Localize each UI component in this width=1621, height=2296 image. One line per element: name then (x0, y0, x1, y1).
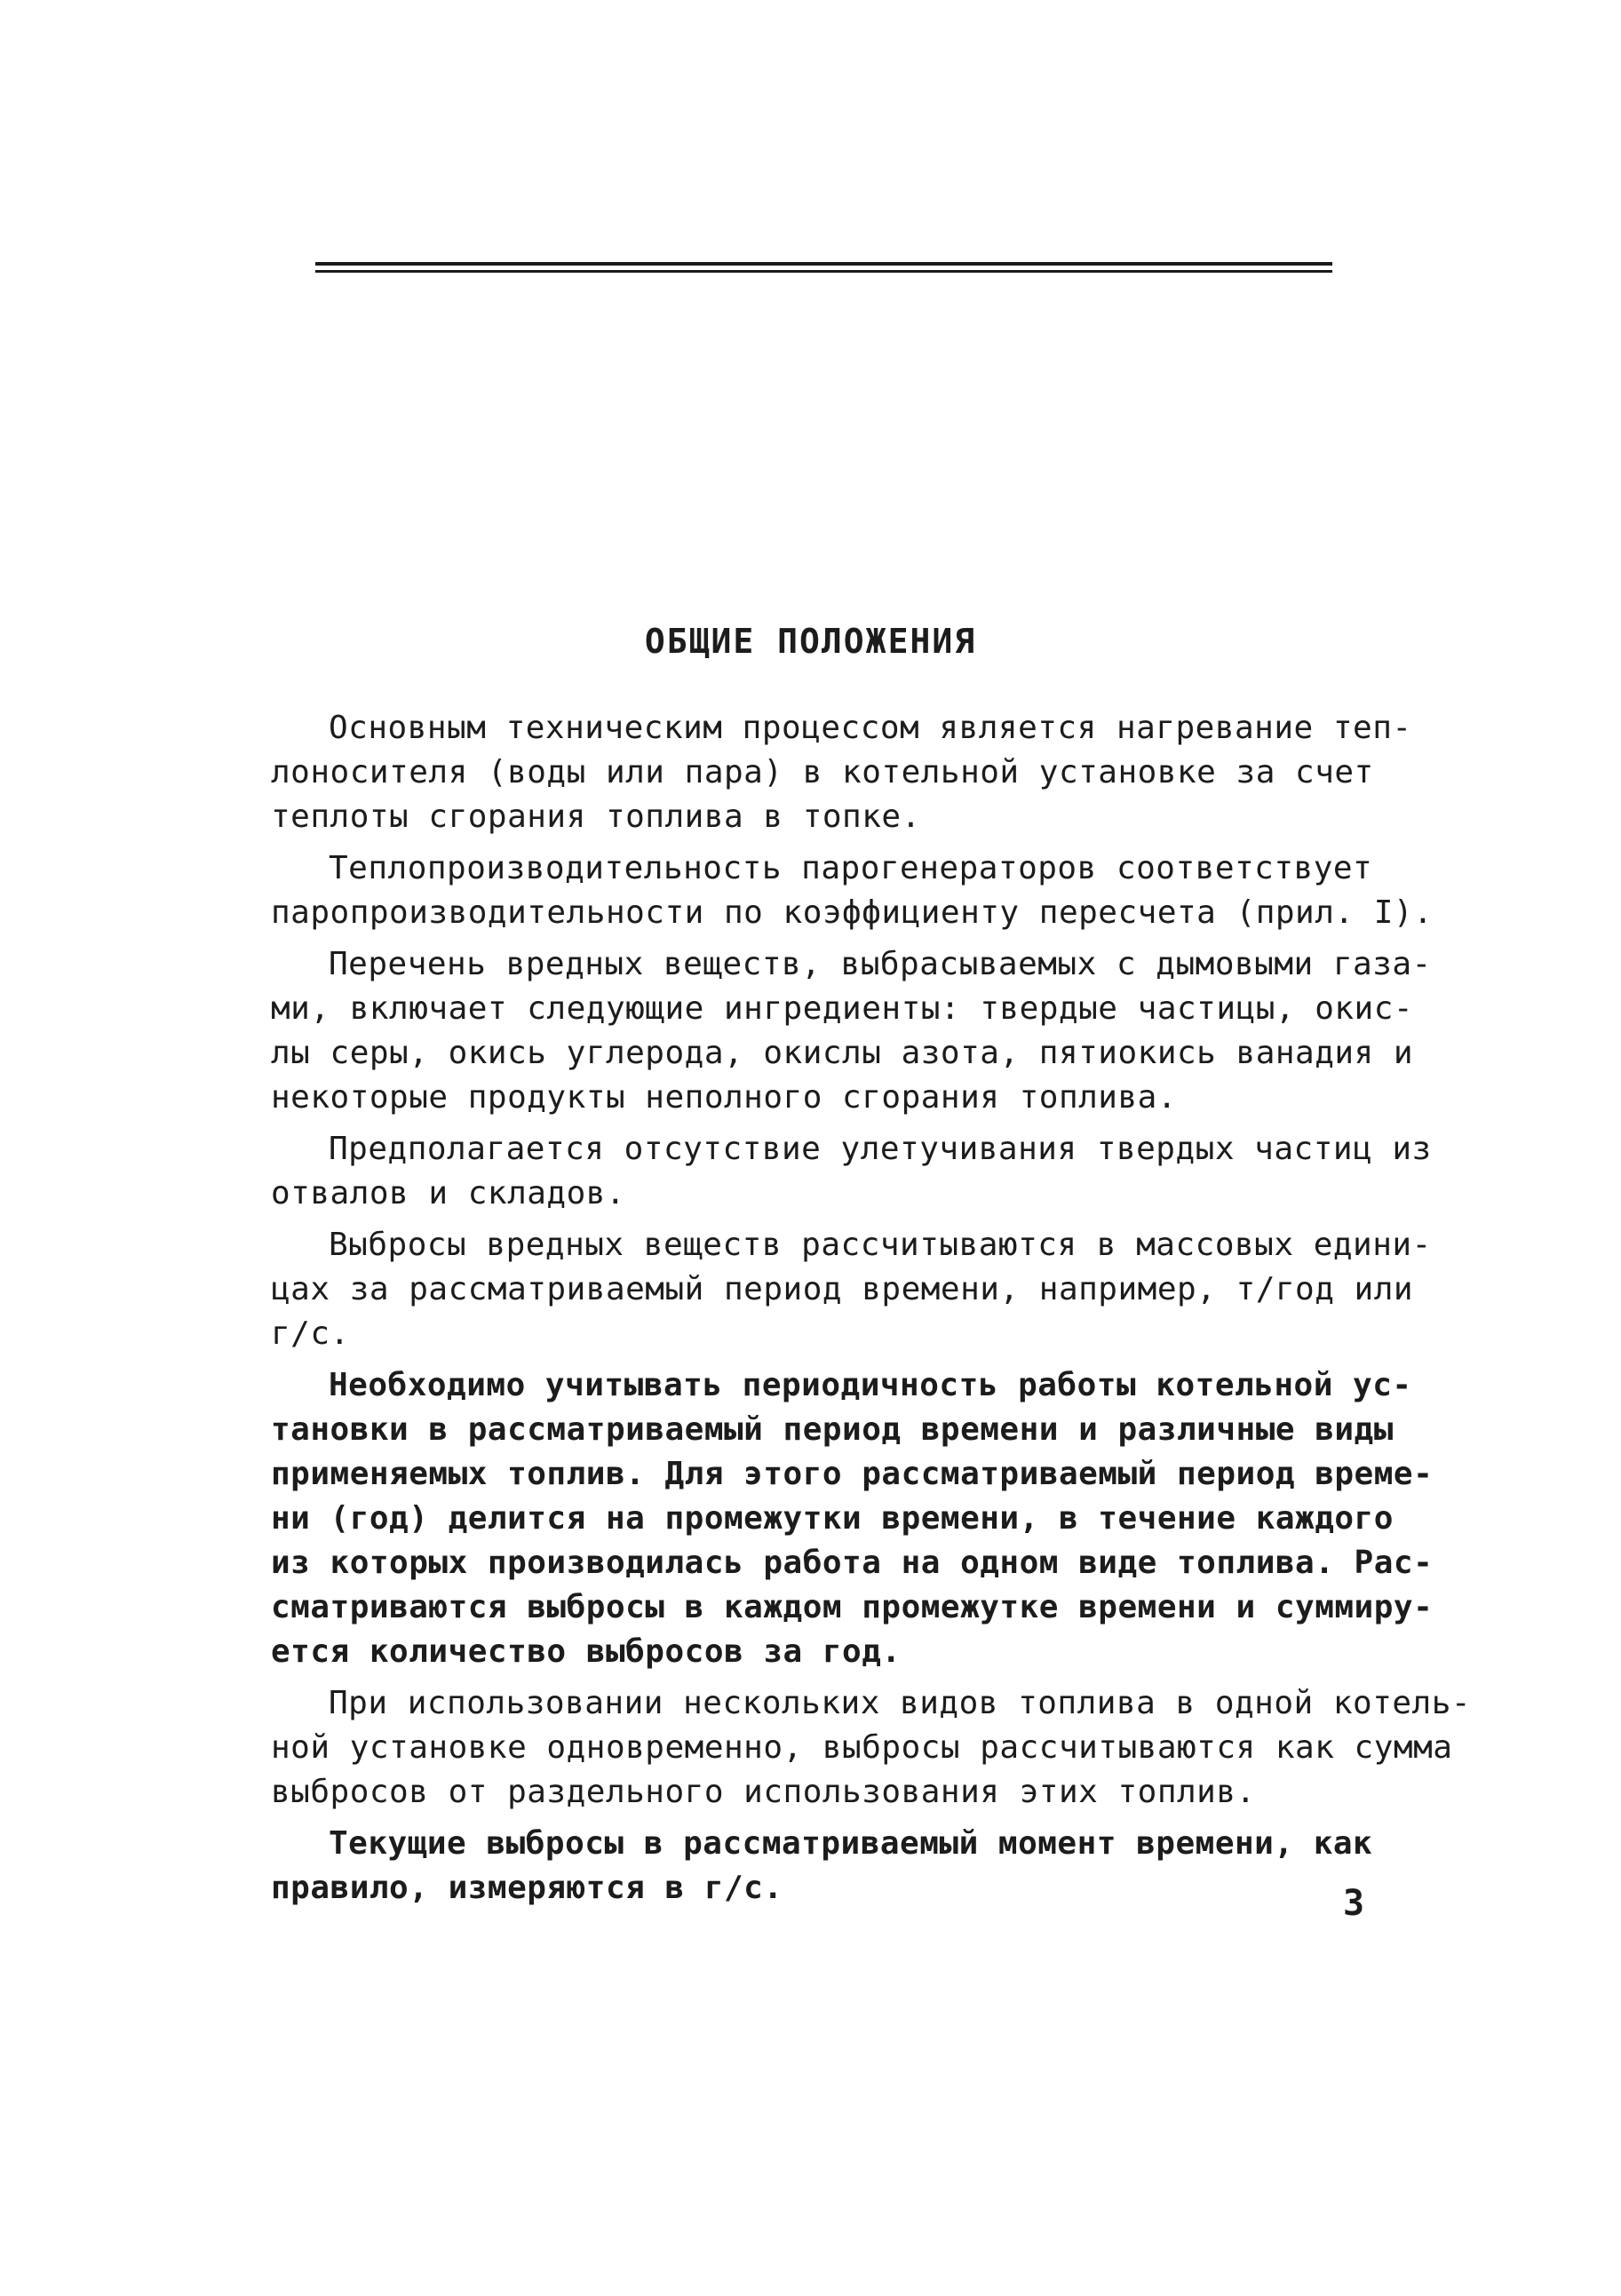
text-line: цах за рассматриваемый период времени, например, т/год или (271, 1271, 1414, 1307)
text-line: выбросов от раздельного использования этих топлив. (271, 1774, 1256, 1810)
text-line: Предполагается отсутствие улетучивания твердых частиц из (329, 1131, 1432, 1167)
paragraph-8 (271, 1822, 1390, 1911)
text-line: ми, включает следующие ингредиенты: твердые частицы, окис- (271, 990, 1414, 1027)
text-line: сматриваются выбросы в каждом промежутке времени и суммиру- (271, 1589, 1434, 1625)
text-line: ется количество выбросов за год. (271, 1633, 902, 1670)
text-line: Основным техническим процессом является нагревание теп- (329, 710, 1412, 746)
text-line: правило, измеряются в г/с. (271, 1870, 783, 1906)
paragraph-6 (271, 1363, 1434, 1674)
text-line: Выбросы вредных веществ рассчитываются в массовых едини- (329, 1227, 1432, 1263)
text-line: Необходимо учитывать периодичность работы котельной ус- (329, 1367, 1412, 1403)
text-line: лоносителя (воды или пара) в котельной установке за счет (271, 754, 1374, 790)
section-title: ОБЩИЕ ПОЛОЖЕНИЯ (644, 622, 977, 661)
header-rule-line (315, 262, 1332, 266)
text-line: Перечень вредных веществ, выбрасываемых с дымовыми газа- (329, 946, 1432, 982)
text-line: ной установке одновременно, выбросы рассчитываются как сумма (271, 1729, 1453, 1766)
text-line: г/с. (271, 1315, 350, 1352)
page-number: 3 (1343, 1883, 1365, 1924)
paragraph-5 (271, 1223, 1432, 1356)
header-rule-line (315, 270, 1332, 273)
text-line: тановки в рассматриваемый период времени и различные виды (271, 1411, 1394, 1448)
text-line: из которых производилась работа на одном виде топлива. Рас- (271, 1545, 1434, 1581)
body-text (271, 706, 1472, 1918)
text-line: отвалов и складов. (271, 1175, 626, 1212)
text-line: некоторые продукты неполного сгорания топлива. (271, 1079, 1177, 1116)
paragraph-7 (271, 1681, 1472, 1815)
paragraph-3 (271, 942, 1432, 1120)
paragraph-4 (271, 1127, 1432, 1216)
paragraph-2 (271, 846, 1434, 935)
text-line: лы серы, окись углерода, окислы азота, пятиокись ванадия и (271, 1035, 1414, 1071)
header-double-rule (315, 262, 1332, 274)
text-line: При использовании нескольких видов топлива в одной котель- (329, 1685, 1472, 1721)
text-line: паропроизводительности по коэффициенту пересчета (прил. I). (271, 894, 1434, 931)
text-line: Текущие выбросы в рассматриваемый момент времени, как (329, 1825, 1373, 1862)
text-line: ни (год) делится на промежутки времени, в течение каждого (271, 1500, 1394, 1537)
paragraph-1 (271, 706, 1412, 839)
text-line: Теплопроизводительность парогенераторов соответствует (329, 850, 1373, 886)
text-line: применяемых топлив. Для этого рассматриваемый период време- (271, 1456, 1434, 1492)
text-line: теплоты сгорания топлива в топке. (271, 798, 921, 835)
